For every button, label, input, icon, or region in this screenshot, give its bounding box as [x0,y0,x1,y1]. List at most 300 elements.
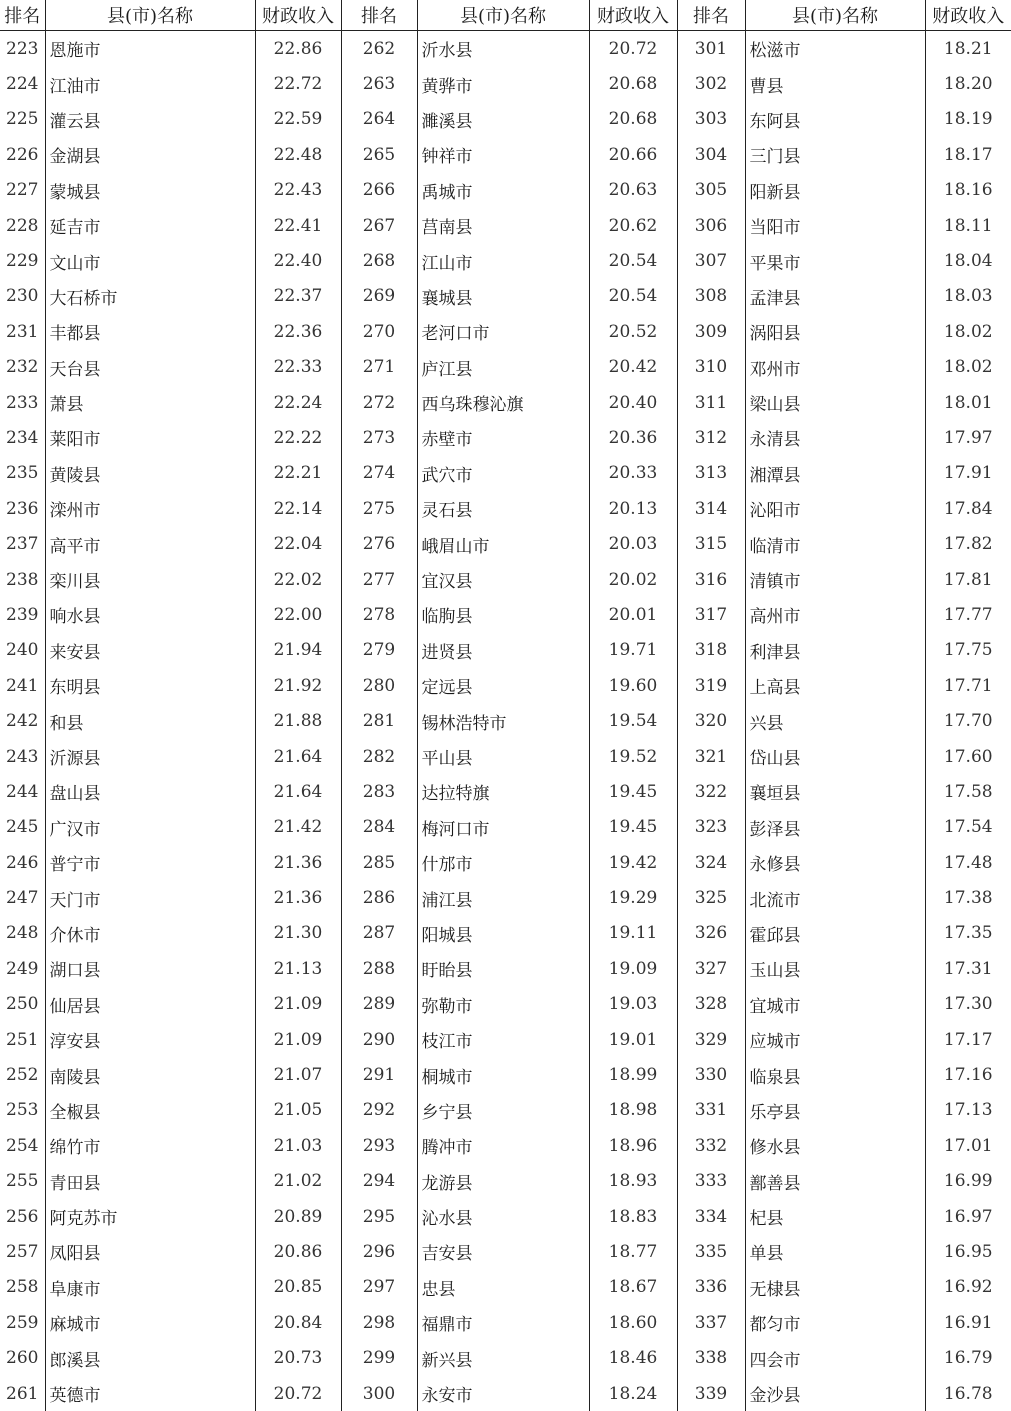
rank-cell: 240 [0,633,45,668]
rank-cell: 265 [341,137,417,172]
revenue-cell: 22.14 [255,491,341,526]
revenue-cell: 17.30 [925,987,1011,1022]
county-name-cell: 东阿县 [745,102,925,137]
rank-cell: 249 [0,951,45,986]
county-name-cell: 襄垣县 [745,774,925,809]
revenue-cell: 19.71 [589,633,677,668]
rank-cell: 261 [0,1376,45,1411]
county-name-cell: 孟津县 [745,279,925,314]
county-name-cell: 梅河口市 [417,810,589,845]
rank-cell: 252 [0,1057,45,1092]
rank-cell: 339 [677,1376,745,1411]
header-revenue: 财政收入 [925,0,1011,31]
revenue-cell: 18.02 [925,350,1011,385]
county-name-cell: 锡林浩特市 [417,703,589,738]
rank-cell: 232 [0,350,45,385]
revenue-cell: 18.67 [589,1270,677,1305]
revenue-cell: 20.85 [255,1270,341,1305]
county-name-cell: 湘潭县 [745,456,925,491]
county-name-cell: 江油市 [45,66,255,101]
rank-cell: 235 [0,456,45,491]
county-name-cell: 四会市 [745,1340,925,1375]
revenue-cell: 16.95 [925,1234,1011,1269]
revenue-cell: 19.54 [589,703,677,738]
county-name-cell: 南陵县 [45,1057,255,1092]
county-name-cell: 达拉特旗 [417,774,589,809]
revenue-cell: 22.36 [255,314,341,349]
county-name-cell: 福鼎市 [417,1305,589,1340]
revenue-cell: 22.37 [255,279,341,314]
county-name-cell: 浦江县 [417,880,589,915]
rank-cell: 231 [0,314,45,349]
county-name-cell: 江山市 [417,243,589,278]
county-name-cell: 新兴县 [417,1340,589,1375]
county-name-cell: 绵竹市 [45,1128,255,1163]
county-name-cell: 广汉市 [45,810,255,845]
county-name-cell: 临清市 [745,526,925,561]
rank-cell: 250 [0,987,45,1022]
county-name-cell: 当阳市 [745,208,925,243]
revenue-cell: 17.84 [925,491,1011,526]
revenue-cell: 20.63 [589,173,677,208]
revenue-cell: 21.64 [255,774,341,809]
revenue-cell: 20.68 [589,66,677,101]
rank-cell: 325 [677,880,745,915]
county-name-cell: 宜城市 [745,987,925,1022]
rank-cell: 274 [341,456,417,491]
county-name-cell: 钟祥市 [417,137,589,172]
revenue-cell: 18.99 [589,1057,677,1092]
table-row [0,774,1011,809]
county-name-cell: 彭泽县 [745,810,925,845]
rank-cell: 300 [341,1376,417,1411]
revenue-cell: 21.94 [255,633,341,668]
revenue-cell: 21.42 [255,810,341,845]
rank-cell: 226 [0,137,45,172]
county-name-cell: 全椒县 [45,1093,255,1128]
rank-cell: 280 [341,668,417,703]
county-name-cell: 来安县 [45,633,255,668]
rank-cell: 279 [341,633,417,668]
county-name-cell: 赤壁市 [417,420,589,455]
rank-cell: 333 [677,1164,745,1199]
rank-cell: 236 [0,491,45,526]
rank-cell: 323 [677,810,745,845]
revenue-cell: 18.04 [925,243,1011,278]
county-name-cell: 黄陵县 [45,456,255,491]
rank-cell: 276 [341,526,417,561]
rank-cell: 318 [677,633,745,668]
rank-cell: 304 [677,137,745,172]
county-name-cell: 阳城县 [417,916,589,951]
revenue-cell: 18.83 [589,1199,677,1234]
table-row [0,1199,1011,1234]
revenue-cell: 21.07 [255,1057,341,1092]
table-row [0,1057,1011,1092]
rank-cell: 272 [341,385,417,420]
rank-cell: 290 [341,1022,417,1057]
revenue-cell: 18.20 [925,66,1011,101]
revenue-cell: 22.02 [255,562,341,597]
rank-cell: 294 [341,1164,417,1199]
rank-cell: 320 [677,703,745,738]
table-row [0,1164,1011,1199]
county-name-cell: 都匀市 [745,1305,925,1340]
revenue-cell: 20.86 [255,1234,341,1269]
table-row [0,456,1011,491]
county-name-cell: 桐城市 [417,1057,589,1092]
table-row [0,668,1011,703]
county-name-cell: 高平市 [45,526,255,561]
county-name-cell: 松滋市 [745,31,925,67]
rank-cell: 286 [341,880,417,915]
county-name-cell: 岱山县 [745,739,925,774]
revenue-cell: 17.54 [925,810,1011,845]
revenue-cell: 20.03 [589,526,677,561]
county-name-cell: 清镇市 [745,562,925,597]
rank-cell: 330 [677,1057,745,1092]
revenue-cell: 21.88 [255,703,341,738]
county-name-cell: 进贤县 [417,633,589,668]
revenue-cell: 22.40 [255,243,341,278]
county-name-cell: 东明县 [45,668,255,703]
county-name-cell: 西乌珠穆沁旗 [417,385,589,420]
rank-cell: 291 [341,1057,417,1092]
revenue-cell: 17.17 [925,1022,1011,1057]
rank-cell: 224 [0,66,45,101]
county-name-cell: 延吉市 [45,208,255,243]
revenue-cell: 17.77 [925,597,1011,632]
header-rank: 排名 [677,0,745,31]
rank-cell: 262 [341,31,417,67]
revenue-cell: 17.58 [925,774,1011,809]
county-name-cell: 吉安县 [417,1234,589,1269]
revenue-cell: 20.84 [255,1305,341,1340]
rank-cell: 254 [0,1128,45,1163]
rank-cell: 328 [677,987,745,1022]
county-name-cell: 临朐县 [417,597,589,632]
county-name-cell: 永修县 [745,845,925,880]
table-row [0,987,1011,1022]
county-name-cell: 永安市 [417,1376,589,1411]
revenue-cell: 22.21 [255,456,341,491]
county-name-cell: 什邡市 [417,845,589,880]
rank-cell: 312 [677,420,745,455]
header-rank: 排名 [341,0,417,31]
revenue-cell: 18.03 [925,279,1011,314]
county-name-cell: 无棣县 [745,1270,925,1305]
revenue-cell: 17.01 [925,1128,1011,1163]
revenue-cell: 16.78 [925,1376,1011,1411]
rank-cell: 258 [0,1270,45,1305]
table-row [0,314,1011,349]
revenue-cell: 22.86 [255,31,341,67]
rank-cell: 269 [341,279,417,314]
revenue-cell: 20.72 [589,31,677,67]
revenue-cell: 22.00 [255,597,341,632]
county-name-cell: 沂源县 [45,739,255,774]
table-row [0,916,1011,951]
revenue-cell: 18.77 [589,1234,677,1269]
revenue-cell: 22.59 [255,102,341,137]
county-name-cell: 蒙城县 [45,173,255,208]
revenue-cell: 21.09 [255,1022,341,1057]
revenue-cell: 18.17 [925,137,1011,172]
revenue-cell: 21.64 [255,739,341,774]
table-row [0,1270,1011,1305]
rank-cell: 257 [0,1234,45,1269]
rank-cell: 230 [0,279,45,314]
table-row [0,66,1011,101]
county-name-cell: 大石桥市 [45,279,255,314]
table-row [0,526,1011,561]
table-row [0,208,1011,243]
table-row [0,137,1011,172]
rank-cell: 234 [0,420,45,455]
rank-cell: 283 [341,774,417,809]
revenue-cell: 22.24 [255,385,341,420]
county-name-cell: 单县 [745,1234,925,1269]
rank-cell: 321 [677,739,745,774]
rank-cell: 287 [341,916,417,951]
county-name-cell: 杞县 [745,1199,925,1234]
rank-cell: 229 [0,243,45,278]
county-name-cell: 峨眉山市 [417,526,589,561]
county-name-cell: 灵石县 [417,491,589,526]
revenue-cell: 20.54 [589,243,677,278]
revenue-cell: 22.43 [255,173,341,208]
county-name-cell: 沁水县 [417,1199,589,1234]
county-name-cell: 临泉县 [745,1057,925,1092]
revenue-cell: 20.02 [589,562,677,597]
county-name-cell: 阳新县 [745,173,925,208]
revenue-cell: 19.11 [589,916,677,951]
rank-cell: 306 [677,208,745,243]
county-name-cell: 凤阳县 [45,1234,255,1269]
rank-cell: 336 [677,1270,745,1305]
revenue-cell: 20.36 [589,420,677,455]
revenue-cell: 20.52 [589,314,677,349]
rank-cell: 284 [341,810,417,845]
rank-cell: 303 [677,102,745,137]
table-row [0,350,1011,385]
rank-cell: 298 [341,1305,417,1340]
header-county-name: 县(市)名称 [45,0,255,31]
rank-cell: 295 [341,1199,417,1234]
revenue-cell: 17.82 [925,526,1011,561]
revenue-cell: 17.48 [925,845,1011,880]
rank-cell: 297 [341,1270,417,1305]
revenue-cell: 19.09 [589,951,677,986]
revenue-cell: 21.36 [255,845,341,880]
revenue-cell: 18.02 [925,314,1011,349]
county-name-cell: 盱眙县 [417,951,589,986]
county-name-cell: 曹县 [745,66,925,101]
rank-cell: 307 [677,243,745,278]
revenue-cell: 22.72 [255,66,341,101]
rank-cell: 241 [0,668,45,703]
rank-cell: 311 [677,385,745,420]
rank-cell: 251 [0,1022,45,1057]
revenue-cell: 22.22 [255,420,341,455]
revenue-cell: 17.13 [925,1093,1011,1128]
rank-cell: 263 [341,66,417,101]
revenue-cell: 19.52 [589,739,677,774]
revenue-cell: 18.60 [589,1305,677,1340]
rank-cell: 242 [0,703,45,738]
revenue-cell: 19.45 [589,774,677,809]
county-name-cell: 永清县 [745,420,925,455]
rank-cell: 335 [677,1234,745,1269]
county-name-cell: 响水县 [45,597,255,632]
revenue-cell: 19.29 [589,880,677,915]
header-county-name: 县(市)名称 [745,0,925,31]
rank-cell: 331 [677,1093,745,1128]
county-name-cell: 邓州市 [745,350,925,385]
county-name-cell: 麻城市 [45,1305,255,1340]
rank-cell: 268 [341,243,417,278]
county-name-cell: 金沙县 [745,1376,925,1411]
county-name-cell: 庐江县 [417,350,589,385]
revenue-cell: 22.04 [255,526,341,561]
rank-cell: 309 [677,314,745,349]
county-name-cell: 莒南县 [417,208,589,243]
revenue-cell: 17.35 [925,916,1011,951]
rank-cell: 322 [677,774,745,809]
revenue-cell: 17.81 [925,562,1011,597]
rank-cell: 223 [0,31,45,67]
revenue-cell: 20.40 [589,385,677,420]
county-name-cell: 应城市 [745,1022,925,1057]
revenue-cell: 18.46 [589,1340,677,1375]
county-name-cell: 沂水县 [417,31,589,67]
revenue-cell: 18.24 [589,1376,677,1411]
county-name-cell: 鄯善县 [745,1164,925,1199]
county-name-cell: 沁阳市 [745,491,925,526]
revenue-cell: 20.01 [589,597,677,632]
county-name-cell: 修水县 [745,1128,925,1163]
table-row [0,1376,1011,1411]
county-name-cell: 利津县 [745,633,925,668]
revenue-cell: 21.05 [255,1093,341,1128]
county-name-cell: 阜康市 [45,1270,255,1305]
header-revenue: 财政收入 [255,0,341,31]
revenue-cell: 18.98 [589,1093,677,1128]
county-name-cell: 萧县 [45,385,255,420]
revenue-cell: 18.93 [589,1164,677,1199]
header-county-name: 县(市)名称 [417,0,589,31]
county-name-cell: 介休市 [45,916,255,951]
revenue-cell: 21.36 [255,880,341,915]
revenue-cell: 16.97 [925,1199,1011,1234]
revenue-cell: 17.97 [925,420,1011,455]
revenue-cell: 16.79 [925,1340,1011,1375]
county-name-cell: 玉山县 [745,951,925,986]
rank-cell: 301 [677,31,745,67]
revenue-cell: 21.13 [255,951,341,986]
rank-cell: 334 [677,1199,745,1234]
county-name-cell: 高州市 [745,597,925,632]
rank-cell: 281 [341,703,417,738]
rank-cell: 285 [341,845,417,880]
table-row [0,880,1011,915]
rank-cell: 278 [341,597,417,632]
revenue-cell: 18.11 [925,208,1011,243]
rank-cell: 332 [677,1128,745,1163]
county-name-cell: 兴县 [745,703,925,738]
revenue-cell: 17.38 [925,880,1011,915]
rank-cell: 302 [677,66,745,101]
revenue-cell: 20.62 [589,208,677,243]
revenue-cell: 20.42 [589,350,677,385]
county-name-cell: 仙居县 [45,987,255,1022]
rank-cell: 273 [341,420,417,455]
rank-cell: 246 [0,845,45,880]
table-row [0,1234,1011,1269]
revenue-cell: 21.09 [255,987,341,1022]
rank-cell: 327 [677,951,745,986]
revenue-cell: 16.99 [925,1164,1011,1199]
table-row [0,31,1011,67]
county-name-cell: 霍邱县 [745,916,925,951]
header-rank: 排名 [0,0,45,31]
county-name-cell: 盘山县 [45,774,255,809]
table-row [0,597,1011,632]
rank-cell: 239 [0,597,45,632]
table-row [0,1340,1011,1375]
rank-cell: 225 [0,102,45,137]
county-name-cell: 襄城县 [417,279,589,314]
revenue-cell: 19.42 [589,845,677,880]
rank-cell: 277 [341,562,417,597]
county-name-cell: 金湖县 [45,137,255,172]
rank-cell: 245 [0,810,45,845]
revenue-cell: 18.01 [925,385,1011,420]
rank-cell: 244 [0,774,45,809]
rank-cell: 315 [677,526,745,561]
county-name-cell: 龙游县 [417,1164,589,1199]
rank-cell: 259 [0,1305,45,1340]
revenue-cell: 21.30 [255,916,341,951]
rank-cell: 275 [341,491,417,526]
rank-cell: 316 [677,562,745,597]
rank-cell: 228 [0,208,45,243]
revenue-cell: 22.48 [255,137,341,172]
revenue-cell: 17.75 [925,633,1011,668]
revenue-cell: 21.92 [255,668,341,703]
table-header-row [0,0,1011,31]
table-row [0,951,1011,986]
table-row [0,845,1011,880]
county-name-cell: 恩施市 [45,31,255,67]
revenue-cell: 17.70 [925,703,1011,738]
revenue-cell: 16.91 [925,1305,1011,1340]
county-name-cell: 青田县 [45,1164,255,1199]
revenue-cell: 20.54 [589,279,677,314]
county-name-cell: 黄骅市 [417,66,589,101]
county-name-cell: 定远县 [417,668,589,703]
revenue-cell: 19.03 [589,987,677,1022]
county-name-cell: 滦州市 [45,491,255,526]
rank-cell: 324 [677,845,745,880]
revenue-cell: 18.21 [925,31,1011,67]
rank-cell: 319 [677,668,745,703]
rank-cell: 338 [677,1340,745,1375]
revenue-cell: 17.60 [925,739,1011,774]
rank-cell: 288 [341,951,417,986]
revenue-cell: 19.60 [589,668,677,703]
table-row [0,1093,1011,1128]
